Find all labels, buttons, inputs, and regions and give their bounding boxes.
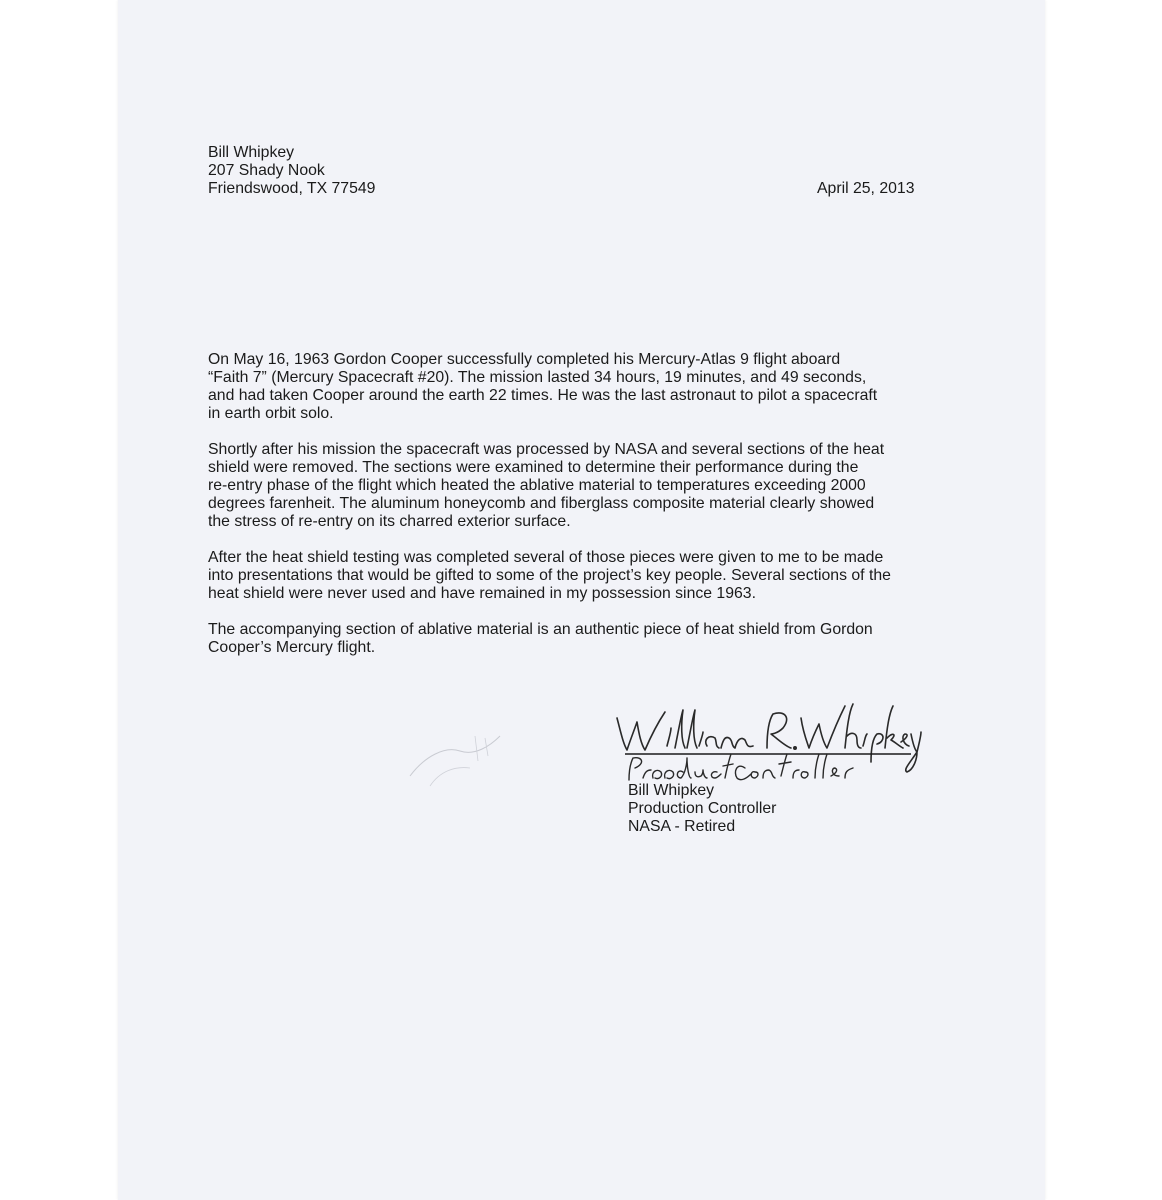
signer-affiliation: NASA - Retired	[628, 818, 736, 835]
paragraph-1	[208, 351, 958, 423]
paragraph-line: “Faith 7” (Mercury Spacecraft #20). The mission lasted 34 hours, 19 minutes, and 49 seconds,	[208, 369, 867, 386]
sender-city: Friendswood, TX 77549	[208, 180, 376, 197]
sender-name: Bill Whipkey	[208, 144, 295, 161]
paragraph-line: heat shield were never used and have remained in my possession since 1963.	[208, 585, 756, 602]
paragraph-line: in earth orbit solo.	[208, 405, 334, 422]
sender-address	[208, 144, 375, 198]
paragraph-line: shield were removed. The sections were examined to determine their performance during the	[208, 459, 859, 476]
handwritten-signature	[595, 688, 925, 793]
paragraph-line: On May 16, 1963 Gordon Cooper successfully completed his Mercury-Atlas 9 flight aboard	[208, 351, 841, 368]
letter-body	[208, 351, 958, 675]
signer-name: Bill Whipkey	[628, 782, 715, 799]
paragraph-line: into presentations that would be gifted to some of the project’s key people. Several sections of the	[208, 567, 891, 584]
letter-date: April 25, 2013	[817, 180, 915, 197]
paragraph-line: the stress of re-entry on its charred exterior surface.	[208, 513, 571, 530]
paragraph-line: After the heat shield testing was completed several of those pieces were given to me to be made	[208, 549, 884, 566]
signer-title: Production Controller	[628, 800, 777, 817]
sender-street: 207 Shady Nook	[208, 162, 325, 179]
paragraph-4	[208, 621, 958, 657]
paper-smudge	[400, 716, 510, 796]
paragraph-line: re-entry phase of the flight which heated the ablative material to temperatures exceeding 2000	[208, 477, 866, 494]
paragraph-line: and had taken Cooper around the earth 22 times. He was the last astronaut to pilot a spacecraft	[208, 387, 878, 404]
paragraph-line: Shortly after his mission the spacecraft was processed by NASA and several sections of the heat	[208, 441, 885, 458]
paragraph-line: degrees farenheit. The aluminum honeycomb and fiberglass composite material clearly showed	[208, 495, 875, 512]
paragraph-line: The accompanying section of ablative material is an authentic piece of heat shield from Gordon	[208, 621, 873, 638]
paragraph-3	[208, 549, 958, 603]
signature-block	[628, 782, 776, 836]
paragraph-2	[208, 441, 958, 531]
paragraph-line: Cooper’s Mercury flight.	[208, 639, 376, 656]
